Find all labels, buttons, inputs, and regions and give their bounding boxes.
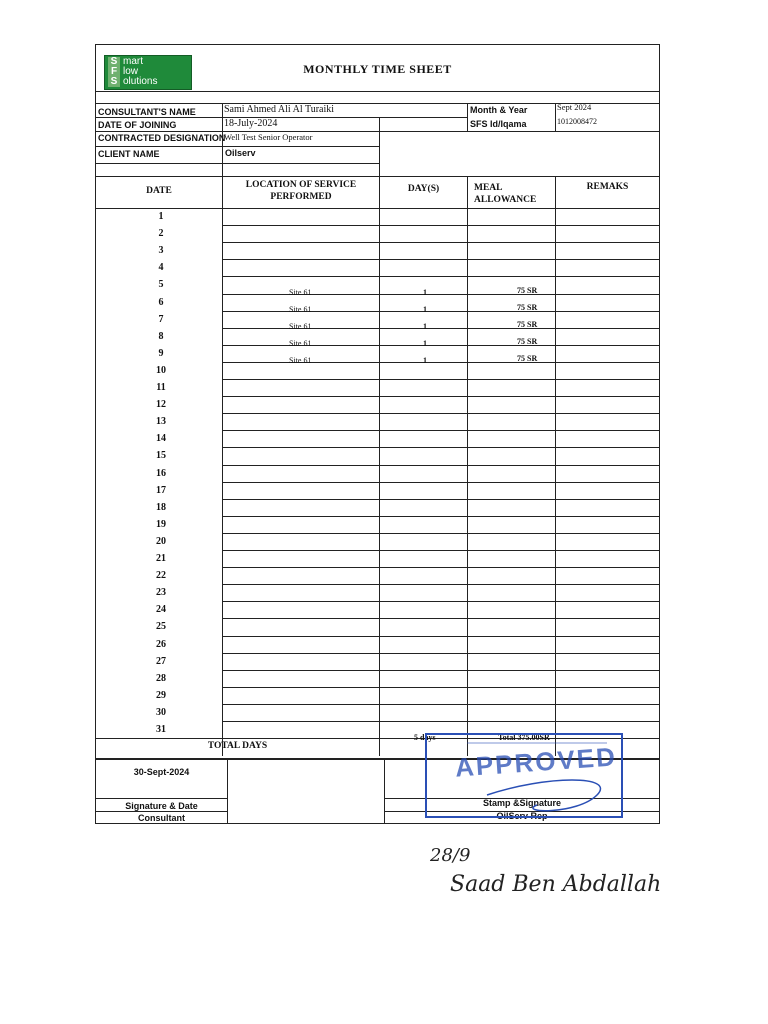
location-cell: Site 61 <box>289 304 312 314</box>
meal-cell: 75 SR <box>517 319 538 329</box>
grid-column-line <box>379 176 380 756</box>
grid-line <box>222 516 659 517</box>
date-cell: 8 <box>158 330 164 342</box>
grid-line <box>222 465 659 466</box>
grid-column-line <box>222 176 223 756</box>
grid-line <box>96 208 659 209</box>
grid-line <box>222 670 659 671</box>
stamp-signature-label: Stamp &Signature <box>482 798 561 808</box>
date-cell: 14 <box>156 433 166 445</box>
grid-line <box>222 567 659 568</box>
grid-line <box>222 499 659 500</box>
consultant-label: Consultant <box>138 813 185 823</box>
days-cell: 1 <box>423 355 427 365</box>
grid-line <box>222 242 659 243</box>
grid-line <box>222 413 659 414</box>
grid-line <box>222 276 659 277</box>
approved-stamp-text: APPROVED <box>454 741 618 783</box>
days-cell: 1 <box>423 338 427 348</box>
grid-line <box>222 311 659 312</box>
date-cell: 12 <box>156 399 166 411</box>
grid-line <box>222 396 659 397</box>
client-name-value: Oilserv <box>225 148 256 158</box>
total-amount-value: Total 375.00SR <box>498 733 550 742</box>
days-cell: 1 <box>423 304 427 314</box>
grid-line <box>222 618 659 619</box>
grid-line <box>222 550 659 551</box>
grid-line <box>222 636 659 637</box>
location-column-header: LOCATION OF SERVICE PERFORMED <box>245 180 357 202</box>
meal-cell: 75 SR <box>517 285 538 295</box>
days-column-header: DAY(S) <box>407 184 440 194</box>
consultant-sign-date: 30-Sept-2024 <box>133 767 190 777</box>
client-name-label: CLIENT NAME <box>98 149 160 159</box>
grid-line <box>222 533 659 534</box>
joining-date-label: DATE OF JOINING <box>98 120 177 130</box>
approval-stamp <box>425 733 623 818</box>
designation-value: Well Test Senior Operator <box>224 132 313 142</box>
date-cell: 24 <box>156 604 166 616</box>
date-cell: 7 <box>158 313 164 325</box>
date-cell: 13 <box>156 416 166 428</box>
date-cell: 4 <box>158 262 164 274</box>
total-days-label: TOTAL DAYS <box>207 741 268 751</box>
month-year-value: Sept 2024 <box>557 102 592 112</box>
timesheet-form <box>95 44 660 824</box>
joining-date-value: 18-July-2024 <box>224 118 278 129</box>
date-cell: 30 <box>156 706 166 718</box>
location-cell: Site 61 <box>289 287 312 297</box>
date-cell: 26 <box>156 638 166 650</box>
grid-line <box>222 259 659 260</box>
date-cell: 10 <box>156 364 166 376</box>
remarks-column-header: REMAKS <box>586 182 629 192</box>
date-cell: 11 <box>156 382 166 393</box>
location-cell: Site 61 <box>289 338 312 348</box>
meal-cell: 75 SR <box>517 336 538 346</box>
date-cell: 22 <box>156 570 166 582</box>
form-header <box>96 45 659 92</box>
consultant-name-label: CONSULTANT'S NAME <box>98 107 196 117</box>
date-cell: 28 <box>156 672 166 684</box>
total-days-value: 5 days <box>414 733 436 742</box>
date-cell: 21 <box>156 553 166 564</box>
logo-words: mart low olutions <box>123 56 158 87</box>
meal-cell: 75 SR <box>517 353 538 363</box>
oilserv-rep-label: OilServ Rep <box>496 811 548 821</box>
stamp-scribble-icon <box>427 735 625 820</box>
date-cell: 23 <box>156 587 166 599</box>
date-cell: 3 <box>158 245 164 257</box>
date-cell: 18 <box>156 501 166 513</box>
grid-line <box>222 482 659 483</box>
month-year-label: Month & Year <box>470 105 528 115</box>
location-cell: Site 61 <box>289 321 312 331</box>
handwritten-signature: Saad Ben Abdallah <box>450 872 662 897</box>
logo-letters: S F S <box>108 57 120 87</box>
grid-line <box>222 721 659 722</box>
date-cell: 17 <box>156 484 166 496</box>
grid-line <box>222 225 659 226</box>
days-cell: 1 <box>423 287 427 297</box>
date-cell: 9 <box>158 347 164 359</box>
grid-column-line <box>467 176 468 756</box>
grid-line <box>222 704 659 705</box>
meal-cell: 75 SR <box>517 302 538 312</box>
signature-date-label: Signature & Date <box>125 801 198 811</box>
grid-line <box>222 687 659 688</box>
date-cell: 6 <box>158 296 164 308</box>
form-title: MONTHLY TIME SHEET <box>303 62 452 76</box>
grid-line <box>222 379 659 380</box>
date-cell: 29 <box>156 689 166 701</box>
location-cell: Site 61 <box>289 355 312 365</box>
days-cell: 1 <box>423 321 427 331</box>
date-cell: 19 <box>156 518 166 530</box>
date-cell: 20 <box>156 535 166 547</box>
grid-line <box>222 584 659 585</box>
sfs-id-label: SFS Id/Iqama <box>470 119 527 129</box>
date-cell: 16 <box>156 467 166 479</box>
date-cell: 2 <box>158 228 164 240</box>
date-column-header: DATE <box>146 186 172 196</box>
grid-line <box>222 430 659 431</box>
grid-line <box>222 345 659 346</box>
grid-line <box>222 362 659 363</box>
grid-column-line <box>555 176 556 756</box>
date-cell: 1 <box>158 211 164 222</box>
sfs-id-value: 1012008472 <box>557 117 597 126</box>
date-cell: 27 <box>156 655 166 667</box>
date-cell: 31 <box>156 724 166 735</box>
consultant-name-value: Sami Ahmed Ali Al Turaiki <box>224 104 335 115</box>
grid-line <box>222 601 659 602</box>
meal-column-header: MEAL ALLOWANCE <box>474 183 537 205</box>
date-cell: 25 <box>156 621 166 633</box>
handwritten-date: 28/9 <box>430 845 471 866</box>
date-cell: 5 <box>158 279 164 291</box>
grid-line <box>222 294 659 295</box>
designation-label: CONTRACTED DESIGNATION <box>98 133 226 143</box>
date-cell: 15 <box>156 450 166 462</box>
grid-line <box>222 328 659 329</box>
grid-line <box>222 447 659 448</box>
grid-line <box>222 653 659 654</box>
